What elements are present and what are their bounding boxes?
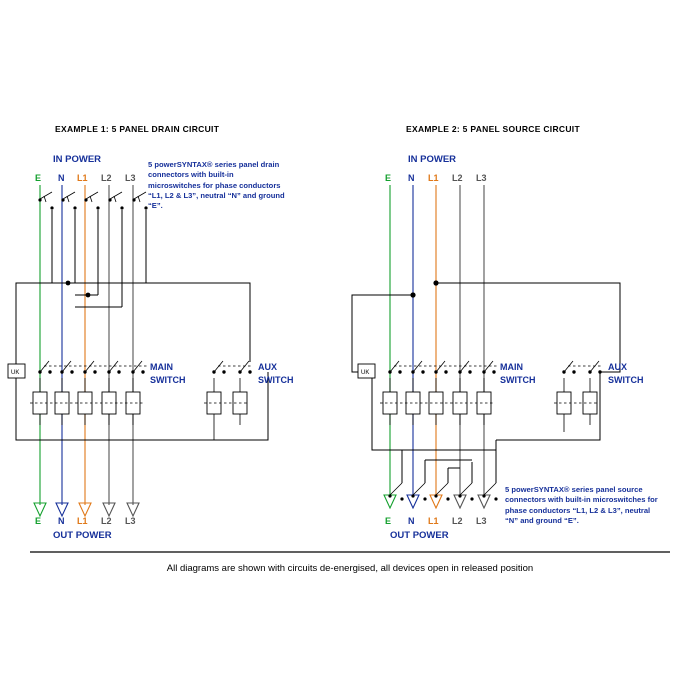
ex2-bottom-label-e: E <box>385 516 392 526</box>
ex1-control-wiring <box>16 210 268 440</box>
ex1-aux-switch-label-2: SWITCH <box>258 375 294 385</box>
ex2-connector-note-text: 5 powerSYNTAX® series panel source connectors with built-in microswitches for phase conductors “L1, L2 & L3”, neutral “N” and ground “E”. <box>505 485 658 525</box>
ex2-bottom-label-l1: L1 <box>428 516 439 526</box>
ex1-main-switch-label-2: SWITCH <box>150 375 186 385</box>
ex1-top-label-l3: L3 <box>125 173 136 183</box>
ex2-main-switch-label-2: SWITCH <box>500 375 536 385</box>
ex1-bottom-label-e: E <box>35 516 42 526</box>
ex2-connector-microswitches <box>388 483 497 501</box>
ex2-top-label-e: E <box>385 173 392 183</box>
ex1-in-power-label: IN POWER <box>53 154 102 165</box>
ex2-top-label-n: N <box>408 173 415 183</box>
ex1-bottom-label-l1: L1 <box>77 516 88 526</box>
ex1-out-power-label: OUT POWER <box>53 530 112 541</box>
ex1-connector-note-text: 5 powerSYNTAX® series panel drain connectors with built-in microswitches for phase conductors “L1, L2 & L3”, neutral “N” and ground “E”. <box>148 160 285 210</box>
ex2-uk-label: UK <box>361 370 370 376</box>
ex2-top-label-l1: L1 <box>428 173 439 183</box>
ex1-bottom-label-l2: L2 <box>101 516 112 526</box>
ex1-main-switch-label-1: MAIN <box>150 362 173 372</box>
footer-note-text: All diagrams are shown with circuits de-energised, all devices open in released position <box>166 563 534 574</box>
ex2-bottom-label-l2: L2 <box>452 516 463 526</box>
ex2-bottom-label-n: N <box>408 516 415 526</box>
footer-note <box>0 558 700 576</box>
ex1-uk-label: UK <box>11 370 20 376</box>
ex2-control-wiring <box>352 280 620 483</box>
ex1-top-label-l1: L1 <box>77 173 88 183</box>
ex2-main-switch <box>380 361 497 425</box>
ex2-aux-switch-label-1: AUX <box>608 362 628 372</box>
ex1-connector-microswitches <box>38 192 147 210</box>
ex1-title: EXAMPLE 1: 5 PANEL DRAIN CIRCUIT <box>55 124 220 134</box>
ex2-title: EXAMPLE 2: 5 PANEL SOURCE CIRCUIT <box>406 124 580 134</box>
ex2-top-label-l2: L2 <box>452 173 463 183</box>
ex1-bottom-label-n: N <box>58 516 65 526</box>
ex2-bottom-label-l3: L3 <box>476 516 487 526</box>
ex1-top-label-n: N <box>58 173 65 183</box>
ex1-aux-switch <box>204 361 268 440</box>
ex2-main-switch-label-1: MAIN <box>500 362 523 372</box>
ex1-top-label-e: E <box>35 173 42 183</box>
ex1-connector-note <box>148 160 288 211</box>
ex2-connector-note <box>505 485 665 526</box>
ex2-aux-switch-label-2: SWITCH <box>608 375 644 385</box>
ex2-out-power-label: OUT POWER <box>390 530 449 541</box>
ex1-top-label-l2: L2 <box>101 173 112 183</box>
ex2-aux-switch <box>554 361 602 432</box>
example-2-group <box>352 124 644 541</box>
ex2-top-label-l3: L3 <box>476 173 487 183</box>
ex2-in-power-label: IN POWER <box>408 154 457 165</box>
ex1-main-switch <box>30 361 147 425</box>
ex1-bottom-label-l3: L3 <box>125 516 136 526</box>
ex1-aux-switch-label-1: AUX <box>258 362 278 372</box>
